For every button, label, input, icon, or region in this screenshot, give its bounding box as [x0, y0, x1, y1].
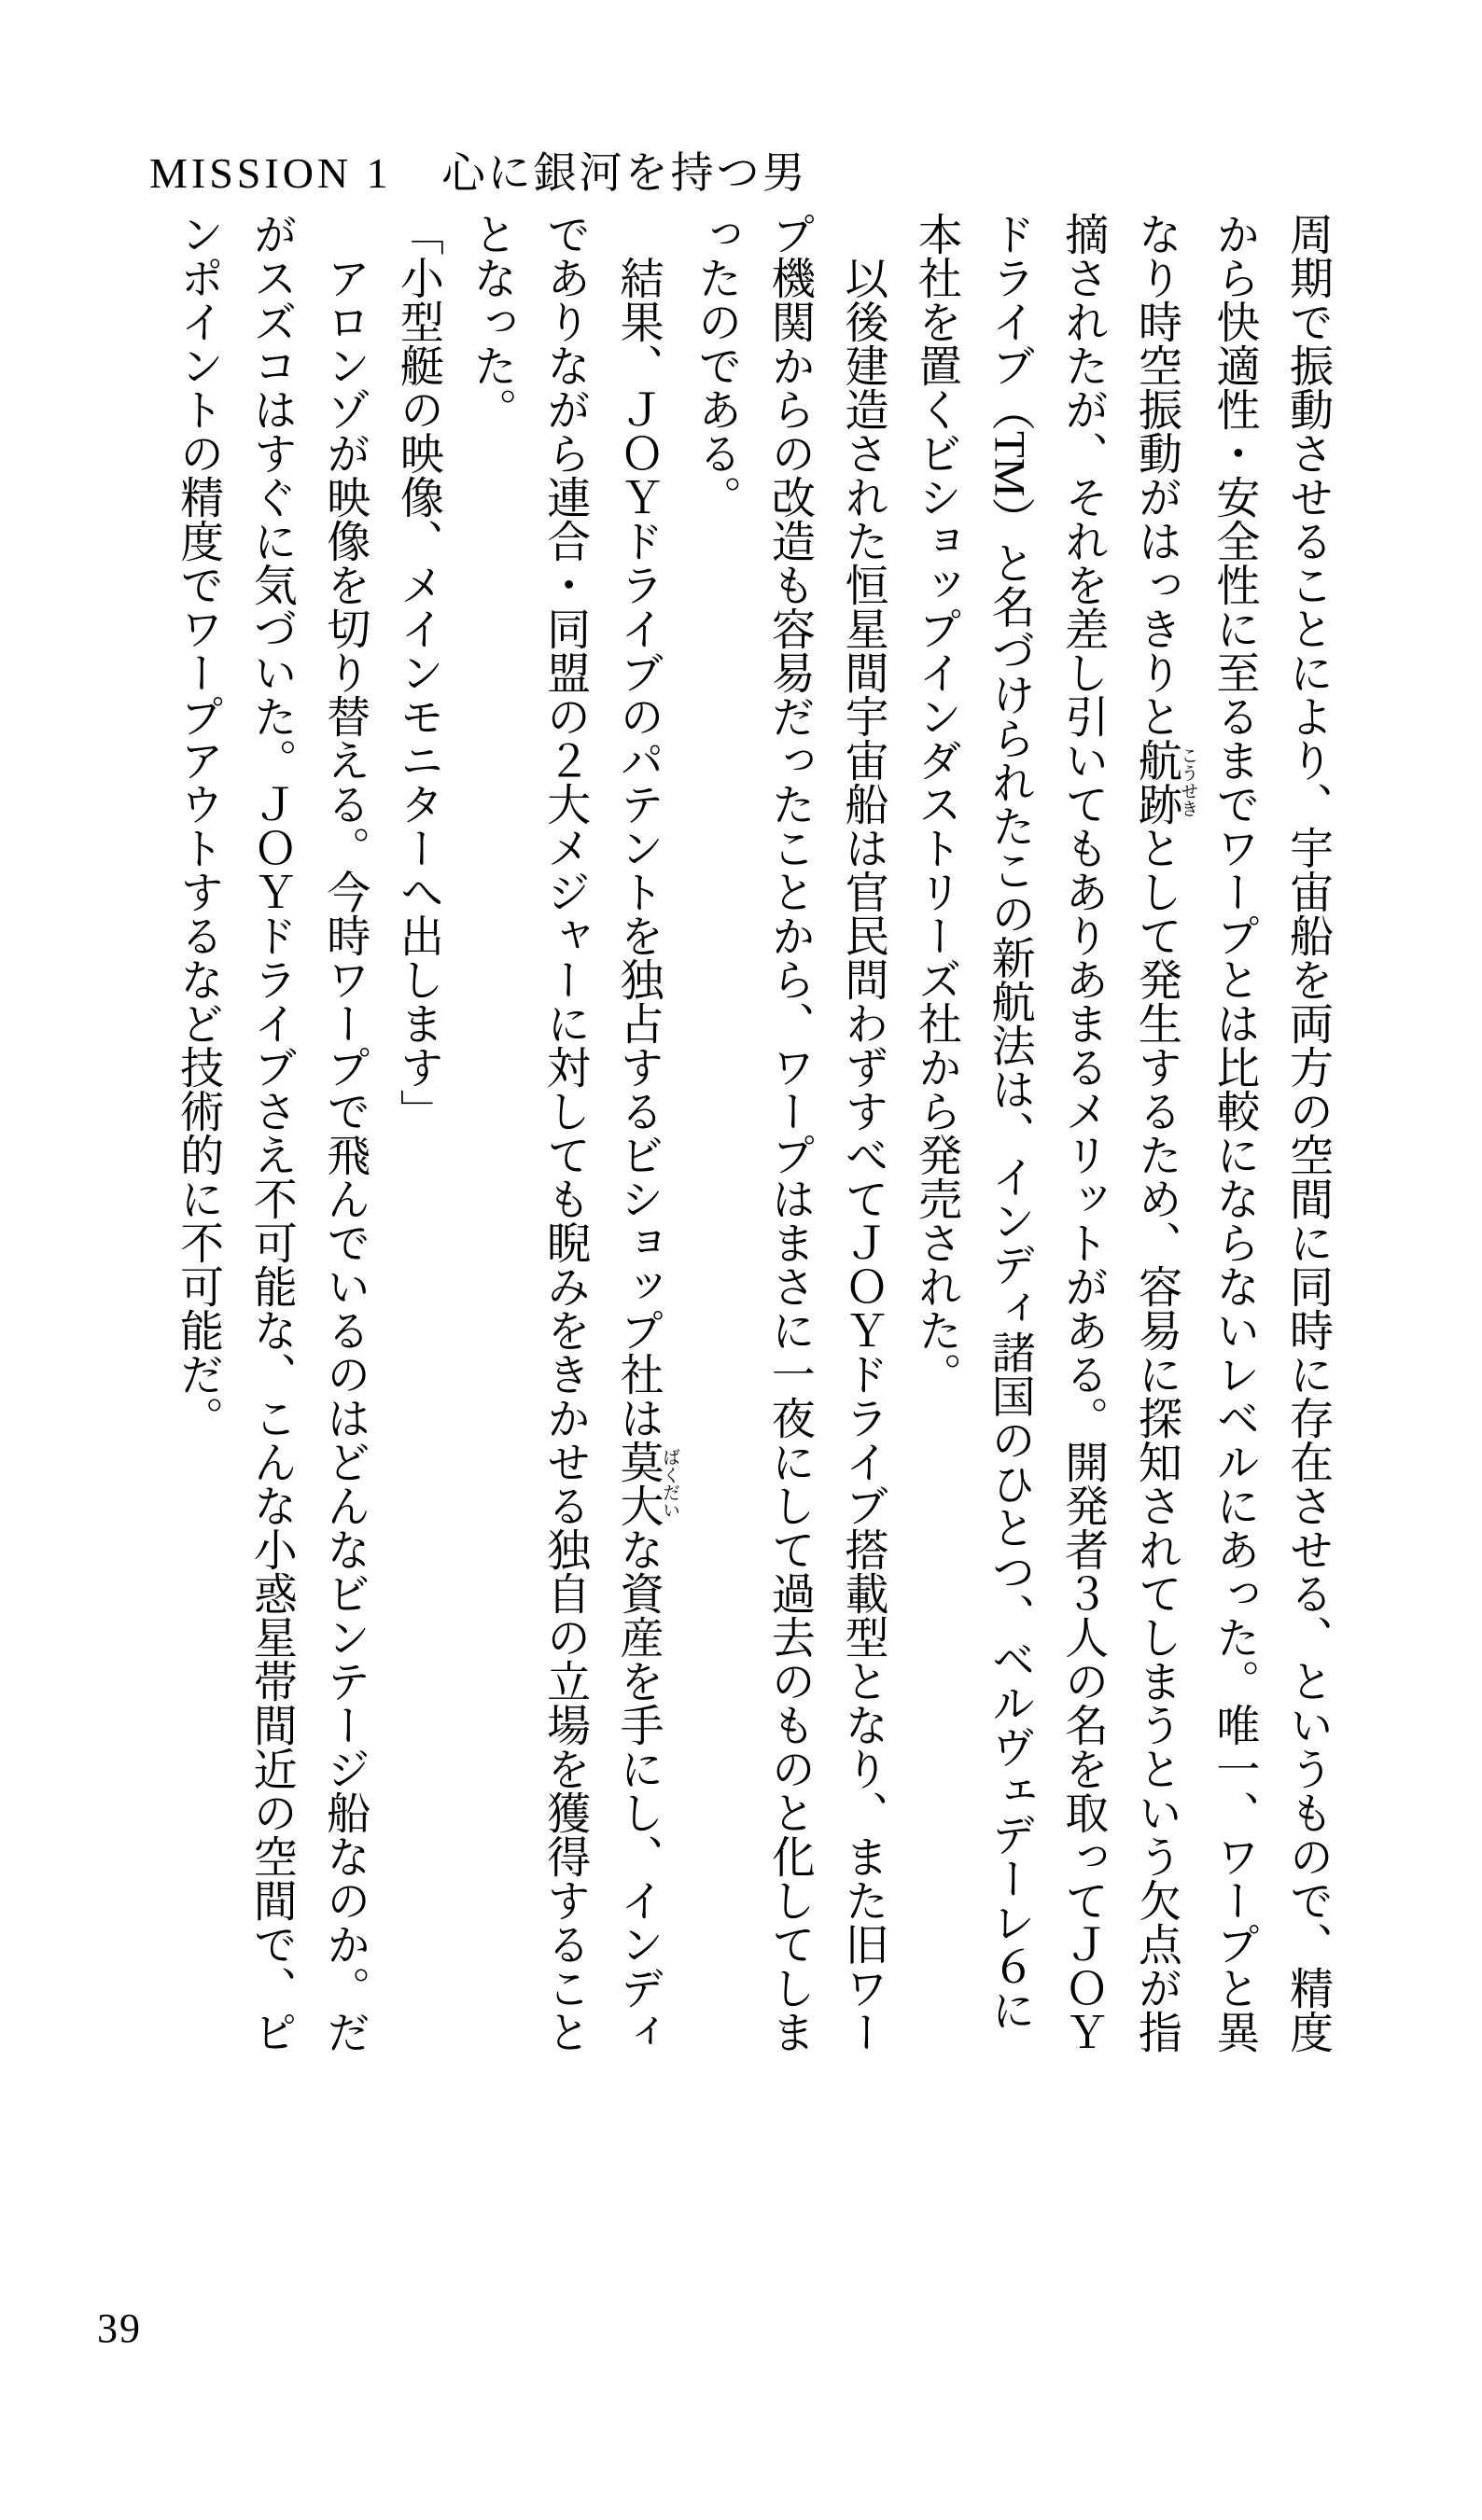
ruby-annotated-word: 航跡こうせき	[1131, 738, 1198, 826]
text-line: ったのである。	[692, 212, 741, 519]
running-header	[149, 149, 808, 197]
text-line: から快適性・安全性に至るまでワープとは比較にならないレベルにあった。唯一、ワープと異	[1209, 212, 1259, 2054]
text-line: がスズコはすぐに気づいた。ＪＯＹドライブさえ不可能な、こんな小惑星帯間近の空間で、ピ	[246, 212, 296, 2054]
body-text	[166, 212, 1344, 2064]
text-line: ドライブ（TM）と名づけられたこの新航法は、インディ諸国のひとつ、ベルヴェデーレ６に	[985, 212, 1034, 2032]
text-line: プ機関からの改造も容易だったことから、ワープはまさに一夜にして過去のものと化してしま	[764, 212, 814, 2054]
text-line: ンポイントの精度でワープアウトするなど技術的に不可能だ。	[174, 212, 223, 1440]
text-line: 周期で振動させることにより、宇宙船を両方の空間に同時に存在させる、というもので、精度	[1283, 212, 1332, 2054]
text-line: 以後建造された恒星間宇宙船は官民問わずすべてＪＯＹドライブ搭載型となり、また旧ワー	[838, 212, 888, 2054]
text-line: 結果、ＪＯＹドライブのパテントを独占するビショップ社は莫大ばくだいな資産を手にし、インディ	[613, 212, 680, 2054]
text-line: 摘されたが、それを差し引いてもありあまるメリットがある。開発者３人の名を取ってＪＯＹ	[1058, 212, 1108, 2054]
text-line: アロンゾが映像を切り替える。今時ワープで飛んでいるのはどんなビンテージ船なのか。だ	[320, 212, 370, 2054]
chapter-number: MISSION 1	[149, 149, 392, 197]
text-line: でありながら連合・同盟の２大メジャーに対しても睨みをきかせる独自の立場を獲得すること	[540, 212, 590, 2054]
chapter-title: 心に銀河を持つ男	[441, 149, 808, 197]
text-line: なり時空振動がはっきりと航跡こうせきとして発生するため、容易に探知されてしまうという欠点が指	[1131, 212, 1198, 2054]
text-line: となった。	[467, 212, 516, 431]
ruby-annotated-word: 莫大ばくだい	[613, 1440, 680, 1527]
page-number: 39	[97, 2305, 142, 2351]
text-line: 「小型艇の映像、メインモニターへ出します」	[393, 212, 442, 1133]
text-line: 本社を置くビショップインダストリーズ社から発売された。	[912, 212, 961, 1396]
